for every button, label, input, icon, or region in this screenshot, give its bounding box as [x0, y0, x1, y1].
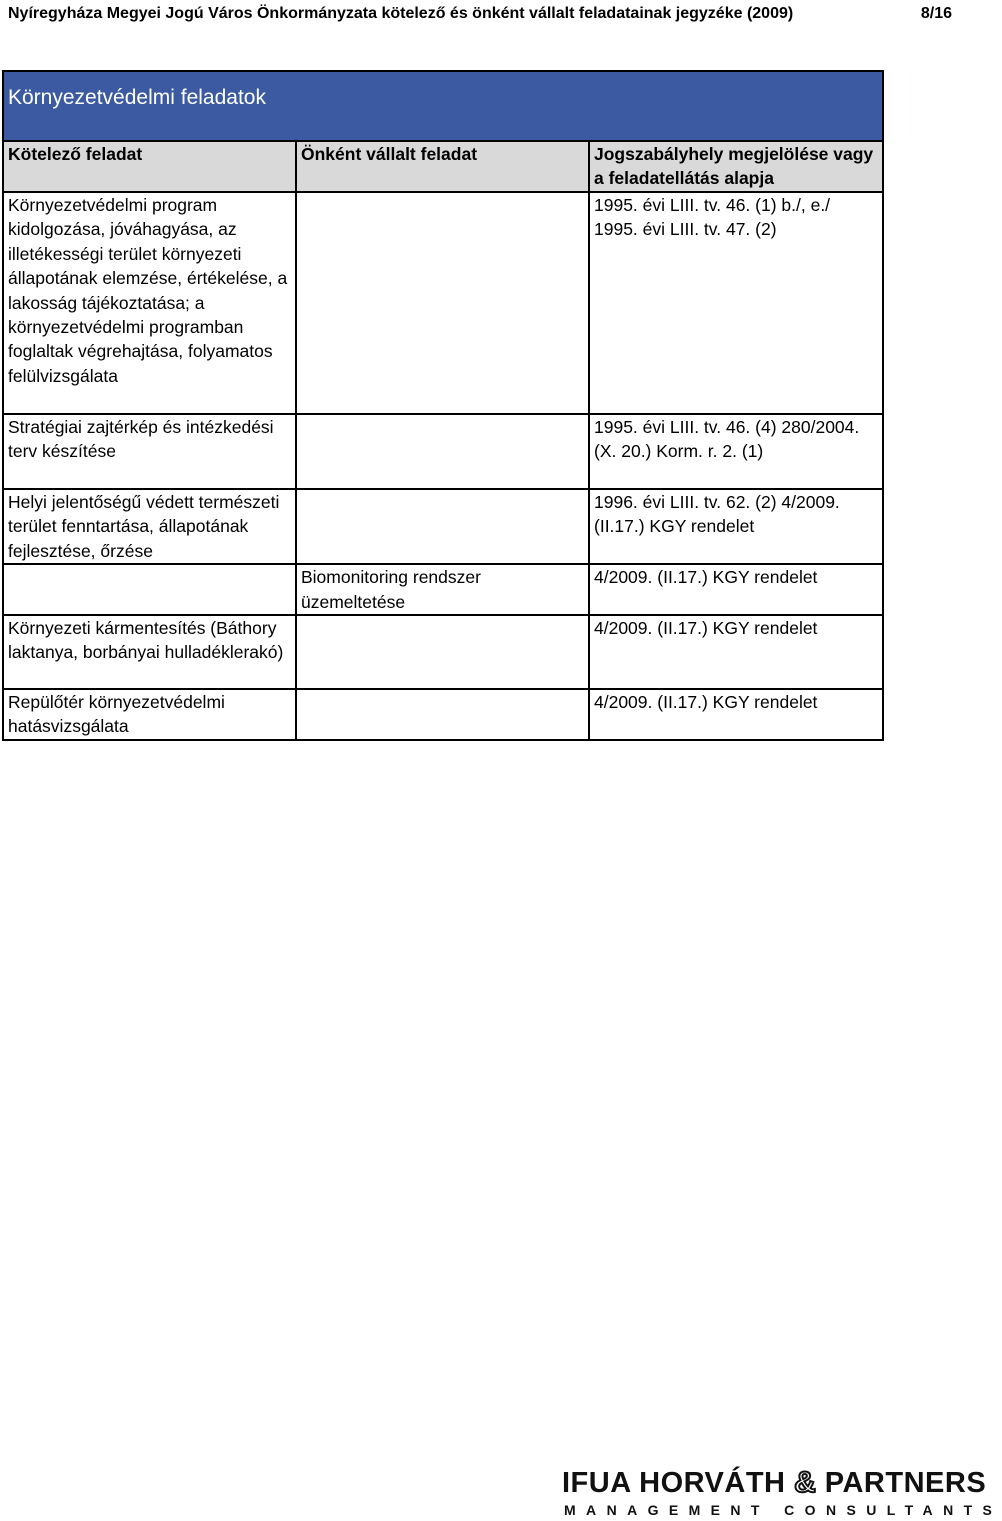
cell-legal: 1995. évi LIII. tv. 46. (1) b./, e./ 1995. évi LIII. tv. 47. (2) — [589, 192, 883, 414]
cell-legal: 4/2009. (II.17.) KGY rendelet — [589, 564, 883, 615]
cell-voluntary — [296, 489, 589, 564]
page-header — [8, 3, 952, 25]
column-header-row — [3, 141, 883, 192]
table-row — [3, 192, 883, 414]
column-header-voluntary: Önként vállalt feladat — [296, 141, 589, 192]
table-row — [3, 489, 883, 564]
logo-name-right: PARTNERS — [824, 1467, 987, 1499]
cell-voluntary — [296, 615, 589, 689]
cell-mandatory — [3, 564, 296, 615]
column-header-legal: Jogszabályhely megjelölése vagy a feladatellátás alapja — [589, 141, 883, 192]
cell-mandatory: Környezetvédelmi program kidolgozása, jóváhagyása, az illetékességi terület környezeti állapotának elemzése, értékelése, a lakosság tájékoztatása; a környezetvédelmi programban foglaltak végrehajtása, folyamatos felülvizsgálata — [3, 192, 296, 414]
document-title: Nyíregyháza Megyei Jogú Város Önkormányzata kötelező és önként vállalt feladatainak jegyzéke (2009) — [8, 5, 794, 22]
table-row — [3, 615, 883, 689]
cell-mandatory: Stratégiai zajtérkép és intézkedési terv készítése — [3, 414, 296, 489]
cell-legal: 4/2009. (II.17.) KGY rendelet — [589, 615, 883, 689]
table-row — [3, 564, 883, 615]
cell-mandatory: Környezeti kármentesítés (Báthory laktanya, borbányai hulladéklerakó) — [3, 615, 296, 689]
cell-voluntary — [296, 192, 589, 414]
logo-tagline: MANAGEMENT CONSULTANTS — [564, 1502, 1002, 1518]
cell-voluntary — [296, 689, 589, 740]
logo-wordmark — [562, 1466, 986, 1500]
company-logo — [562, 1466, 1002, 1520]
logo-ampersand: & — [794, 1466, 817, 1499]
cell-legal: 4/2009. (II.17.) KGY rendelet — [589, 689, 883, 740]
cell-legal: 1996. évi LIII. tv. 62. (2) 4/2009. (II.17.) KGY rendelet — [589, 489, 883, 564]
logo-name-left: IFUA HORVÁTH — [562, 1467, 786, 1499]
cell-voluntary: Biomonitoring rendszer üzemeltetése — [296, 564, 589, 615]
section-title-row — [3, 71, 883, 141]
cell-voluntary — [296, 414, 589, 489]
tasks-table — [2, 70, 884, 741]
page-number: 8/16 — [920, 5, 952, 22]
cell-mandatory: Repülőtér környezetvédelmi hatásvizsgálata — [3, 689, 296, 740]
section-title: Környezetvédelmi feladatok — [3, 71, 883, 141]
column-header-mandatory: Kötelező feladat — [3, 141, 296, 192]
table-row — [3, 689, 883, 740]
table-row — [3, 414, 883, 489]
cell-legal: 1995. évi LIII. tv. 46. (4) 280/2004. (X. 20.) Korm. r. 2. (1) — [589, 414, 883, 489]
cell-mandatory: Helyi jelentőségű védett természeti terület fenntartása, állapotának fejlesztése, őrzése — [3, 489, 296, 564]
